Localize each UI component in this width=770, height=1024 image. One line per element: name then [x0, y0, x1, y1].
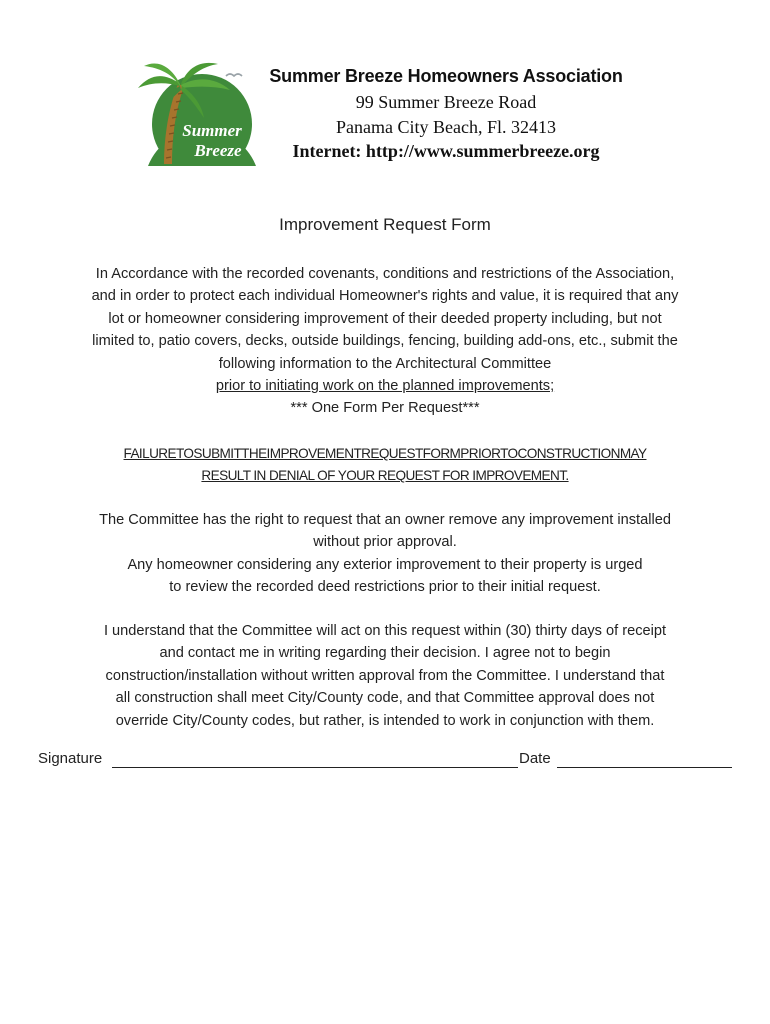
rights-paragraph [30, 509, 740, 599]
summer-breeze-logo [134, 58, 260, 168]
intro-line: lot or homeowner considering improvement of their deeded property including, but not [108, 310, 662, 327]
date-field[interactable] [557, 767, 732, 768]
rights-line: to review the recorded deed restrictions prior to their initial request. [169, 579, 601, 596]
failure-warning [30, 443, 740, 488]
association-name: Summer Breeze Homeowners Association [269, 66, 623, 86]
acknowledgement-line: all construction shall meet City/County code, and that Committee approval does not [115, 690, 655, 707]
intro-line: following information to the Architectural Committee [218, 355, 552, 372]
acknowledgement-line: construction/installation without written approval from the Committee. I understand that [105, 667, 665, 684]
intro-paragraph [30, 263, 740, 420]
rights-line: Any homeowner considering any exterior improvement to their property is urged [127, 556, 643, 573]
date-label: Date [519, 750, 551, 767]
intro-underlined-line: prior to initiating work on the planned improvements; [215, 378, 555, 395]
logo-text-breeze: Breeze [194, 141, 242, 160]
acknowledgement-line: I understand that the Committee will act on this request within (30) thirty days of receipt [103, 623, 667, 639]
acknowledgement-paragraph [30, 620, 740, 732]
signature-row [38, 750, 738, 774]
intro-line: limited to, patio covers, decks, outside buildings, fencing, building add-ons, etc., submit the [92, 333, 678, 350]
signature-field[interactable] [112, 767, 518, 768]
acknowledgement-line: override City/County codes, but rather, is intended to work in conjunction with them. [115, 712, 655, 729]
one-form-note: *** One Form Per Request*** [290, 400, 480, 417]
letterhead [134, 58, 634, 170]
intro-line: In Accordance with the recorded covenants, conditions and restrictions of the Association, [95, 266, 675, 282]
website-line[interactable]: Internet: http://www.summerbreeze.org [292, 141, 600, 161]
failure-line: RESULT IN DENIAL OF YOUR REQUEST FOR IMPROVEMENT. [201, 468, 569, 484]
rights-line: The Committee has the right to request that an owner remove any improvement installed [99, 512, 671, 528]
address-city: Panama City Beach, Fl. 32413 [336, 117, 556, 137]
intro-line: and in order to protect each individual Homeowner's rights and value, it is required that any [91, 288, 679, 305]
address-street: 99 Summer Breeze Road [355, 92, 537, 112]
logo-text-summer: Summer [182, 121, 242, 140]
failure-line: FAILURETOSUBMITTHEIMPROVEMENTREQUESTFORMPRIORTOCONSTRUCTIONMAY [123, 446, 647, 461]
form-title: Improvement Request Form [279, 215, 491, 234]
signature-label: Signature [38, 750, 103, 767]
acknowledgement-line: and contact me in writing regarding their decision. I agree not to begin [159, 645, 611, 662]
rights-line: without prior approval. [313, 534, 457, 551]
